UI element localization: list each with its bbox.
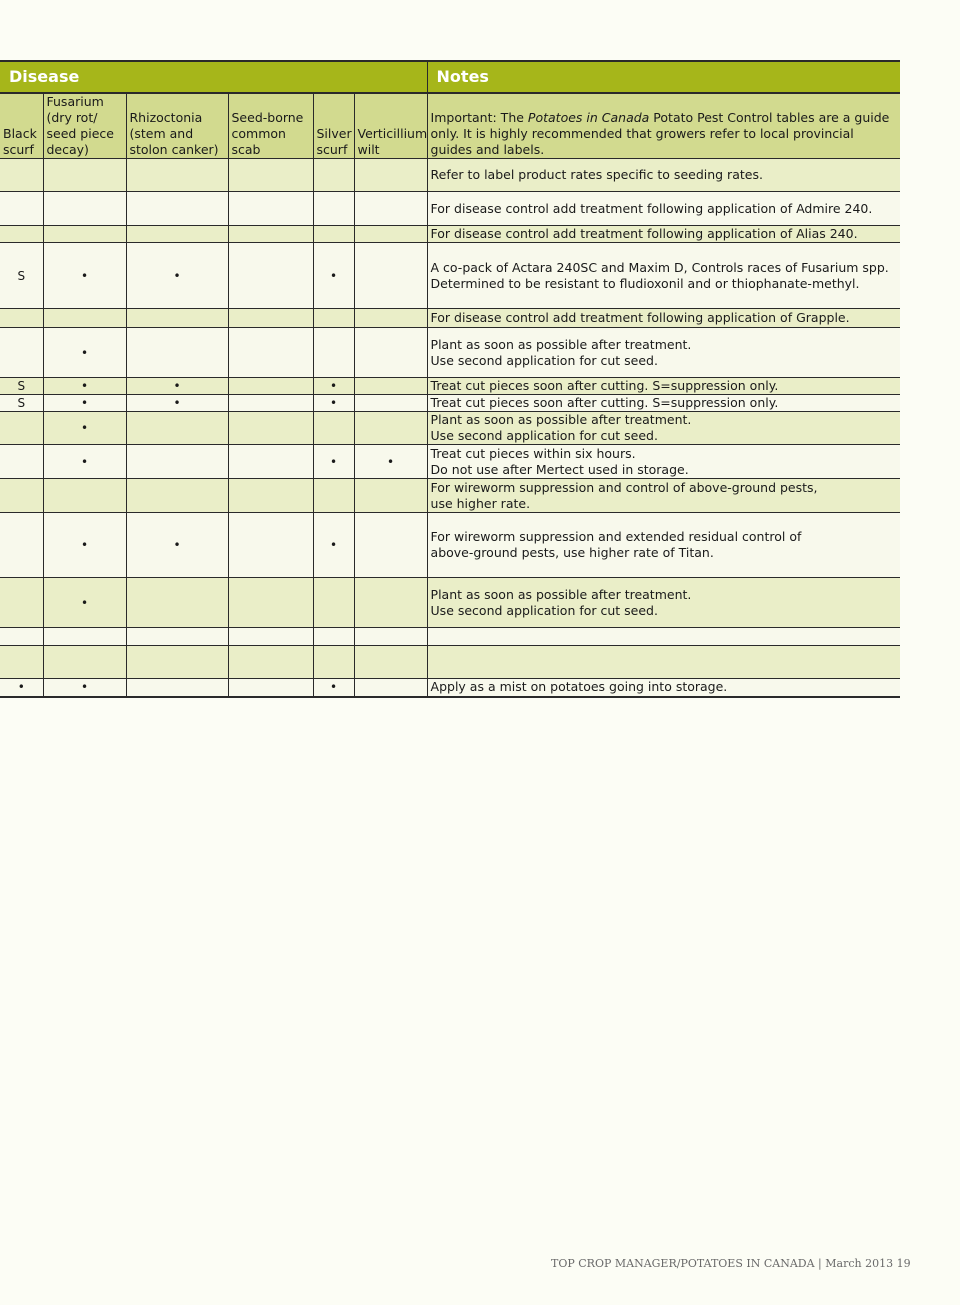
cell-silver-scurf: [313, 479, 354, 513]
col-black-scurf: Black scurf: [0, 93, 43, 159]
cell-note: [427, 513, 900, 578]
cell-verticillium-wilt: [354, 578, 427, 628]
cell-verticillium-wilt: [354, 679, 427, 697]
cell-verticillium-wilt: •: [354, 445, 427, 479]
note-line: Plant as soon as possible after treatment.: [430, 586, 692, 602]
cell-note: [427, 226, 900, 243]
table-row: [0, 309, 900, 328]
cell-seed-borne-scab: [228, 309, 313, 328]
cell-rhizoctonia: [126, 309, 228, 328]
cell-black-scurf: [0, 445, 43, 479]
cell-silver-scurf: •: [313, 513, 354, 578]
cell-fusarium: •: [43, 243, 126, 309]
cell-verticillium-wilt: [354, 378, 427, 395]
table-row: [0, 412, 900, 445]
cell-note: [427, 309, 900, 328]
cell-note: [427, 412, 900, 445]
cell-note: [427, 445, 900, 479]
cell-seed-borne-scab: [228, 578, 313, 628]
cell-note: [427, 646, 900, 679]
cell-rhizoctonia: •: [126, 395, 228, 412]
cell-rhizoctonia: [126, 412, 228, 445]
column-header-row: [0, 93, 900, 159]
cell-note: [427, 578, 900, 628]
cell-silver-scurf: [313, 328, 354, 378]
cell-silver-scurf: [313, 628, 354, 646]
cell-verticillium-wilt: [354, 479, 427, 513]
cell-verticillium-wilt: [354, 192, 427, 226]
note-line: Plant as soon as possible after treatment.: [430, 336, 692, 352]
cell-seed-borne-scab: [228, 378, 313, 395]
cell-silver-scurf: •: [313, 445, 354, 479]
note-line: For disease control add treatment following application of Grapple.: [430, 310, 850, 325]
table-row: [0, 679, 900, 697]
cell-verticillium-wilt: [354, 412, 427, 445]
cell-silver-scurf: [313, 192, 354, 226]
cell-seed-borne-scab: [228, 412, 313, 445]
note-line: Do not use after Mertect used in storage.: [430, 461, 689, 477]
cell-fusarium: [43, 192, 126, 226]
cell-rhizoctonia: [126, 328, 228, 378]
note-line: A co-pack of Actara 240SC and Maxim D, Controls races of Fusarium spp. Determined to be resistant to fludioxonil and or thiophanate-methyl.: [430, 259, 889, 291]
cell-seed-borne-scab: [228, 243, 313, 309]
cell-rhizoctonia: [126, 226, 228, 243]
note-line: Treat cut pieces soon after cutting. S=suppression only.: [430, 378, 779, 393]
cell-silver-scurf: [313, 412, 354, 445]
table-row: [0, 192, 900, 226]
cell-note: [427, 378, 900, 395]
pest-control-table-sheet: [0, 60, 900, 698]
cell-note: [427, 243, 900, 309]
table-row: [0, 395, 900, 412]
cell-note: [427, 679, 900, 697]
cell-rhizoctonia: [126, 192, 228, 226]
cell-note: [427, 192, 900, 226]
table-title-row: [0, 61, 900, 93]
cell-rhizoctonia: •: [126, 513, 228, 578]
cell-fusarium: [43, 159, 126, 192]
cell-verticillium-wilt: [354, 328, 427, 378]
cell-rhizoctonia: •: [126, 378, 228, 395]
table-row: [0, 628, 900, 646]
cell-rhizoctonia: [126, 578, 228, 628]
cell-seed-borne-scab: [228, 159, 313, 192]
table-row: [0, 479, 900, 513]
cell-verticillium-wilt: [354, 646, 427, 679]
col-silver-scurf: Silver scurf: [313, 93, 354, 159]
cell-black-scurf: [0, 513, 43, 578]
note-line: For wireworm suppression and control of above-ground pests,: [430, 479, 818, 495]
cell-fusarium: [43, 309, 126, 328]
cell-black-scurf: [0, 628, 43, 646]
table-row: [0, 578, 900, 628]
cell-silver-scurf: [313, 309, 354, 328]
col-verticillium-wilt: Verticillium wilt: [354, 93, 427, 159]
col-seed-borne-common-scab: Seed-borne common scab: [228, 93, 313, 159]
cell-black-scurf: [0, 479, 43, 513]
cell-fusarium: •: [43, 395, 126, 412]
cell-silver-scurf: [313, 578, 354, 628]
cell-note: [427, 328, 900, 378]
page-footer: [551, 1257, 911, 1270]
note-line: For wireworm suppression and extended residual control of: [430, 529, 802, 544]
cell-rhizoctonia: [126, 479, 228, 513]
cell-black-scurf: S: [0, 243, 43, 309]
cell-black-scurf: [0, 226, 43, 243]
table-row: [0, 378, 900, 395]
cell-seed-borne-scab: [228, 226, 313, 243]
cell-rhizoctonia: [126, 646, 228, 679]
table-row: [0, 226, 900, 243]
cell-fusarium: [43, 646, 126, 679]
table-row: [0, 445, 900, 479]
table-body: [0, 159, 900, 697]
cell-fusarium: [43, 226, 126, 243]
cell-verticillium-wilt: [354, 513, 427, 578]
cell-rhizoctonia: [126, 445, 228, 479]
cell-silver-scurf: [313, 646, 354, 679]
note-line: Use second application for cut seed.: [430, 602, 658, 618]
cell-silver-scurf: [313, 159, 354, 192]
cell-black-scurf: S: [0, 378, 43, 395]
cell-black-scurf: •: [0, 679, 43, 697]
cell-black-scurf: [0, 159, 43, 192]
cell-fusarium: •: [43, 513, 126, 578]
cell-seed-borne-scab: [228, 628, 313, 646]
note-line: above-ground pests, use higher rate of Titan.: [430, 545, 714, 560]
cell-seed-borne-scab: [228, 646, 313, 679]
table-row: [0, 646, 900, 679]
cell-fusarium: [43, 628, 126, 646]
table-row: [0, 328, 900, 378]
footer-publication: TOP CROP MANAGER/POTATOES IN CANADA: [551, 1257, 815, 1270]
cell-seed-borne-scab: [228, 192, 313, 226]
cell-silver-scurf: [313, 226, 354, 243]
note-line: Refer to label product rates specific to seeding rates.: [430, 167, 763, 182]
cell-seed-borne-scab: [228, 445, 313, 479]
cell-black-scurf: [0, 412, 43, 445]
disease-control-table: [0, 60, 900, 698]
note-line: For disease control add treatment following application of Alias 240.: [430, 226, 858, 241]
cell-seed-borne-scab: [228, 513, 313, 578]
cell-fusarium: •: [43, 679, 126, 697]
cell-note: [427, 159, 900, 192]
cell-seed-borne-scab: [228, 479, 313, 513]
cell-verticillium-wilt: [354, 628, 427, 646]
disease-header: Disease: [0, 61, 427, 93]
cell-fusarium: •: [43, 328, 126, 378]
note-line: Apply as a mist on potatoes going into storage.: [430, 679, 728, 695]
cell-silver-scurf: •: [313, 243, 354, 309]
notes-intro: Important: The Potatoes in Canada Potato Pest Control tables are a guide only. It is highly recommended that growers refer to local provincial guides and labels.: [427, 93, 900, 159]
cell-black-scurf: [0, 309, 43, 328]
table-row: [0, 159, 900, 192]
cell-black-scurf: [0, 578, 43, 628]
note-line: use higher rate.: [430, 495, 531, 511]
note-line: Plant as soon as possible after treatment.: [430, 412, 692, 427]
note-line: Use second application for cut seed.: [430, 428, 658, 443]
notes-header: Notes: [427, 61, 900, 93]
cell-fusarium: •: [43, 412, 126, 445]
cell-fusarium: •: [43, 445, 126, 479]
table-row: [0, 513, 900, 578]
note-line: Use second application for cut seed.: [430, 352, 658, 368]
footer-separator: |: [818, 1257, 822, 1270]
cell-rhizoctonia: •: [126, 243, 228, 309]
cell-seed-borne-scab: [228, 395, 313, 412]
cell-black-scurf: [0, 646, 43, 679]
cell-seed-borne-scab: [228, 328, 313, 378]
cell-seed-borne-scab: [228, 679, 313, 697]
cell-black-scurf: [0, 192, 43, 226]
cell-note: [427, 479, 900, 513]
cell-black-scurf: S: [0, 395, 43, 412]
footer-page-number: 19: [896, 1257, 911, 1270]
cell-silver-scurf: •: [313, 395, 354, 412]
cell-black-scurf: [0, 328, 43, 378]
cell-rhizoctonia: [126, 628, 228, 646]
cell-verticillium-wilt: [354, 395, 427, 412]
cell-silver-scurf: •: [313, 679, 354, 697]
cell-fusarium: •: [43, 378, 126, 395]
col-rhizoctonia: Rhizoctonia (stem and stolon canker): [126, 93, 228, 159]
cell-silver-scurf: •: [313, 378, 354, 395]
note-line: For disease control add treatment following application of Admire 240.: [430, 200, 873, 216]
cell-rhizoctonia: [126, 679, 228, 697]
cell-note: [427, 628, 900, 646]
cell-fusarium: [43, 479, 126, 513]
col-fusarium: Fusarium (dry rot/ seed piece decay): [43, 93, 126, 159]
cell-fusarium: •: [43, 578, 126, 628]
cell-rhizoctonia: [126, 159, 228, 192]
footer-date: March 2013: [825, 1257, 894, 1270]
cell-verticillium-wilt: [354, 243, 427, 309]
cell-verticillium-wilt: [354, 309, 427, 328]
note-line: Treat cut pieces soon after cutting. S=suppression only.: [430, 395, 779, 410]
cell-verticillium-wilt: [354, 226, 427, 243]
note-line: Treat cut pieces within six hours.: [430, 445, 636, 461]
table-row: [0, 243, 900, 309]
cell-verticillium-wilt: [354, 159, 427, 192]
cell-note: [427, 395, 900, 412]
